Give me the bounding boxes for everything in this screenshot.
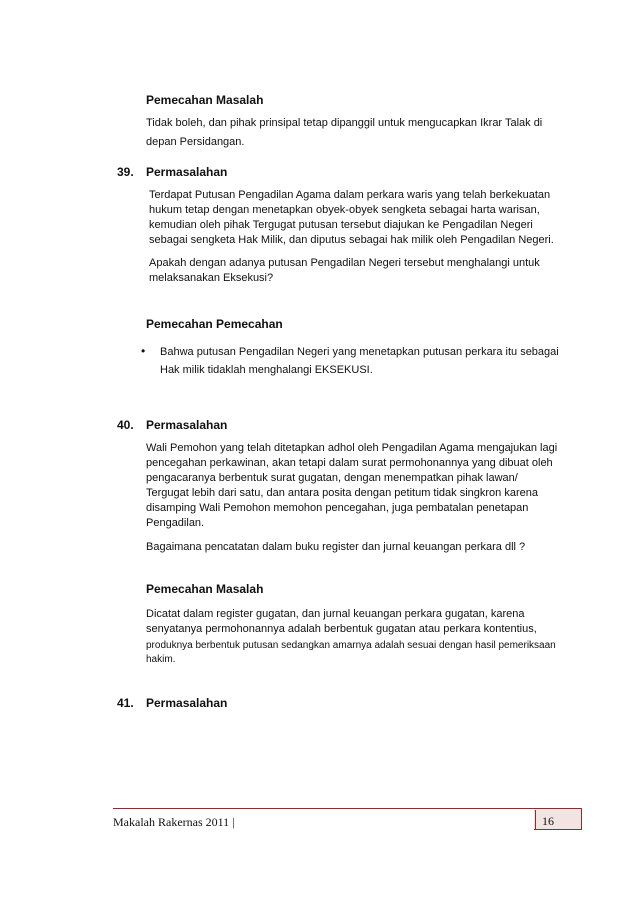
section-40-title: Permasalahan xyxy=(146,418,228,432)
section-39-number: 39. xyxy=(117,165,134,179)
text-line: Hak milik tidaklah menghalangi EKSEKUSI. xyxy=(160,364,373,376)
footer-text: Makalah Rakernas 2011 | xyxy=(113,815,235,829)
section-40-solution-heading: Pemecahan Masalah xyxy=(146,582,264,596)
intro-heading: Pemecahan Masalah xyxy=(146,93,264,107)
section-39-bullet-text xyxy=(160,345,580,378)
text-line: Apakah dengan adanya putusan Pengadilan Negeri tersebut menghalangi untuk xyxy=(149,257,540,269)
section-40-paragraph-3 xyxy=(146,607,580,637)
text-line: pencegahan perkawinan, akan tetapi dalam surat permohonannya yang dibuat oleh xyxy=(146,457,553,469)
section-41-title: Permasalahan xyxy=(146,696,228,710)
text-line: melaksanakan Eksekusi? xyxy=(149,272,274,284)
text-line: kemudian oleh pihak Tergugat putusan tersebut diajukan ke Pengadilan Negeri xyxy=(149,219,533,231)
page-number-separator xyxy=(535,810,536,830)
section-41-number: 41. xyxy=(117,696,134,710)
text-line: pengacaranya berbentuk surat gugatan, dengan menempatkan pihak lawan/ xyxy=(146,472,518,484)
section-40-number: 40. xyxy=(117,418,134,432)
section-39-title: Permasalahan xyxy=(146,165,228,179)
intro-paragraph xyxy=(146,116,580,150)
text-line: Pengadilan. xyxy=(146,517,205,529)
text-line: senyatanya permohonannya adalah berbentuk gugatan atau perkara kontentius, xyxy=(146,623,537,635)
section-39-solution-heading: Pemecahan Pemecahan xyxy=(146,317,283,331)
text-line: produknya berbentuk putusan sedangkan amarnya adalah sesuai dengan hasil pemeriksaan xyxy=(146,640,556,651)
footer-divider xyxy=(113,808,582,809)
bullet-icon: • xyxy=(141,344,146,358)
text-line: hukum tetap dengan menetapkan obyek-obyek sengketa sebagai harta warisan, xyxy=(149,204,540,216)
text-line: sebagai sengketa Hak Milik, dan diputus sebagai hak milik oleh Pengadilan Negeri. xyxy=(149,234,554,246)
text-line: Dicatat dalam register gugatan, dan jurnal keuangan perkara gugatan, karena xyxy=(146,608,525,620)
section-40-paragraph-1 xyxy=(146,441,580,531)
text-line: depan Persidangan. xyxy=(146,136,245,148)
text-line: Terdapat Putusan Pengadilan Agama dalam perkara waris yang telah berkekuatan xyxy=(149,189,551,201)
text-line: Bahwa putusan Pengadilan Negeri yang menetapkan putusan perkara itu sebagai xyxy=(160,346,559,358)
text-line: hakim. xyxy=(146,654,176,665)
section-40-paragraph-4 xyxy=(146,639,580,667)
section-40-paragraph-2: Bagaimana pencatatan dalam buku register dan jurnal keuangan perkara dll ? xyxy=(146,541,526,553)
text-line: disamping Wali Pemohon memohon pencegahan, juga pembatalan penetapan xyxy=(146,502,529,514)
section-39-paragraph-1 xyxy=(149,188,580,248)
text-line: Tergugat lebih dari satu, dan antara posita dengan petitum tidak singkron karena xyxy=(146,487,538,499)
section-39-paragraph-2 xyxy=(149,256,580,286)
text-line: Wali Pemohon yang telah ditetapkan adhol oleh Pengadilan Agama mengajukan lagi xyxy=(146,442,558,454)
text-line: Tidak boleh, dan pihak prinsipal tetap dipanggil untuk mengucapkan Ikrar Talak di xyxy=(146,117,543,129)
page-number: 16 xyxy=(542,814,554,828)
